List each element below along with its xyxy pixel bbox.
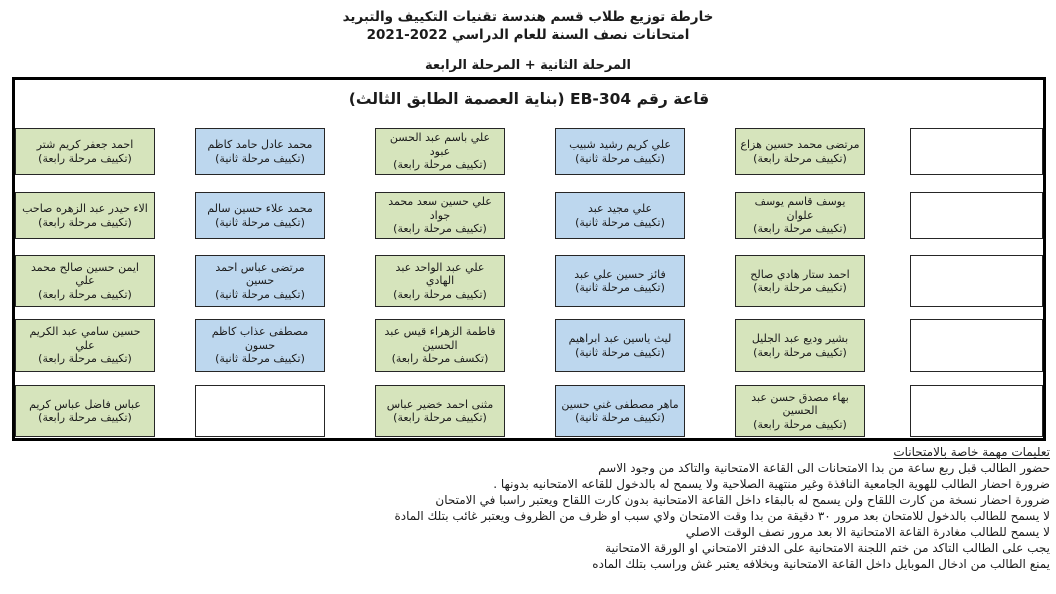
instruction-line: لا يسمح للطالب مغادرة القاعة الامتحانية الا بعد مرور نصف الوقت الاصلي [685,525,1050,539]
page-title: خارطة توزيع طلاب قسم هندسة تقنيات التكييف والتبريد [342,9,714,25]
student-name: علي حسين سعد محمد جواد [388,195,492,222]
instructions-section [6,444,1050,572]
student-stage: (تكييف مرحلة ثانية) [215,287,305,301]
instruction-line: يجب على الطالب التاكد من ختم اللجنة الامتحانية على الدفتر الامتحاني او الورقة الامتحانية [605,541,1050,555]
student-stage: (تكييف مرحلة ثانية) [575,215,665,229]
student-card [735,319,865,372]
student-name: مصطفى عذاب كاظم حسون [211,325,309,352]
student-stage: (تكييف مرحلة ثانية) [215,352,305,366]
student-name: عباس فاضل عباس كريم [29,397,141,411]
student-card [735,192,865,239]
instruction-line: ضرورة احضار نسخة من كارت اللقاح ولن يسمح له بالبقاء داخل القاعة الامتحانية بدون كارت اللقاح ويعتبر راسبا في الامتحان [435,493,1050,507]
student-stage: (تكييف مرحلة رابعة) [753,281,847,294]
student-name: احمد ستار هادي صالح [750,267,850,281]
stage-title: المرحلة الثانية + المرحلة الرابعة [425,58,631,73]
student-stage: (تكييف مرحلة رابعة) [393,287,487,301]
student-name: احمد جعفر كريم شتر [36,138,134,151]
student-card [375,319,505,372]
student-name: علي باسم عبد الحسن عبود [389,131,491,158]
empty-seat-box [910,319,1043,372]
student-card [555,255,685,307]
student-name: بشير وديع عبد الجليل [751,332,849,345]
student-card [15,128,155,175]
student-stage: (تكييف مرحلة ثانية) [215,215,305,229]
student-card [735,128,865,175]
student-stage: (تكييف مرحلة ثانية) [215,151,305,165]
student-stage: (تكييف مرحلة رابعة) [393,411,487,424]
student-stage: (تكييف مرحلة رابعة) [753,417,847,431]
student-name: مثنى احمد خضير عباس [386,397,494,411]
page-subtitle: امتحانات نصف السنة للعام الدراسي 2022-2021 [366,27,690,43]
hall-seating-box [12,77,1046,441]
student-card [15,319,155,372]
student-card [735,385,865,437]
student-stage: (تكييف مرحلة رابعة) [38,151,132,165]
student-card [375,255,505,307]
student-stage: (تكييف مرحلة رابعة) [753,345,847,359]
student-stage: (تكسف مرحلة رابعة) [391,352,489,366]
student-card [375,128,505,175]
instruction-line: حضور الطالب قبل ربع ساعة من بدا الامتحانات الى القاعة الامتحانية والتاكد من وجود الاسم [598,461,1050,475]
instruction-line: ضرورة احضار الطالب للهوية الجامعية النافذة وغير منتهية الصلاحية ولا يسمح له بالدخول للقاعه الامتحانيه بدونها . [493,477,1050,491]
student-stage: (تكييف مرحلة رابعة) [753,151,847,165]
student-name: محمد علاء حسين سالم [207,202,313,215]
student-card [555,319,685,372]
student-card [15,385,155,437]
student-card [555,192,685,239]
student-name: يوسف قاسم يوسف علوان [754,195,846,222]
student-name: بهاء مصدق حسن عبد الحسين [751,390,849,418]
document-header [0,8,1056,73]
student-stage: (تكييف مرحلة رابعة) [38,215,132,229]
student-card [195,255,325,307]
student-card [195,128,325,175]
student-name: فائز حسين علي عبد [574,267,666,281]
student-name: محمد عادل حامد كاظم [207,138,313,151]
student-stage: (تكييف مرحلة رابعة) [38,411,132,424]
student-card [555,128,685,175]
student-stage: (تكييف مرحلة رابعة) [393,158,487,172]
student-name: مرتضى عباس احمد حسين [215,260,305,288]
student-name: مرتضى محمد حسين هزاع [740,138,860,151]
student-stage: (تكييف مرحلة رابعة) [393,222,487,236]
student-name: فاطمة الزهراء قيس عبد الحسين [384,325,496,352]
student-card [15,255,155,307]
student-stage: (تكييف مرحلة ثانية) [575,281,665,294]
instructions-heading: تعليمات مهمة خاصة بالامتحانات [893,445,1050,459]
student-stage: (تكييف مرحلة ثانية) [575,411,665,424]
student-name: حسين سامي عبد الكريم علي [29,325,141,352]
empty-seat-box [910,128,1043,175]
student-name: ليث ياسين عبد ابراهيم [568,332,672,345]
empty-seat-box [910,255,1043,307]
student-stage: (تكييف مرحلة ثانية) [575,151,665,165]
student-name: علي مجيد عبد [587,202,653,215]
student-name: ماهر مصطفى غني حسين [561,397,679,411]
student-stage: (تكييف مرحلة ثانية) [575,345,665,359]
student-card [375,385,505,437]
student-card [15,192,155,239]
instruction-line: يمنع الطالب من ادخال الموبايل داخل القاعة الامتحانية وبخلافه يعتبر غش وراسب بتلك الماده [592,557,1050,571]
student-card [735,255,865,307]
student-stage: (تكييف مرحلة رابعة) [753,222,847,236]
student-name: علي عبد الواحد عبد الهادي [395,260,485,288]
student-name: ايمن حسين صالح محمد علي [31,260,139,288]
empty-seat-box [910,385,1043,437]
empty-seat-box [195,385,325,437]
hall-title: قاعة رقم EB-304 (بناية العصمة الطابق الثالث) [348,90,710,108]
student-card [195,319,325,372]
student-stage: (تكييف مرحلة رابعة) [38,287,132,301]
empty-seat-box [910,192,1043,239]
student-name: الاء حيدر عبد الزهره صاحب [22,202,148,215]
instruction-line: لا يسمح للطالب بالدخول للامتحان بعد مرور ٣٠ دقيقة من بدا وقت الامتحان ولاي سبب او ظرف من الظروف ويعتبر غائب بتلك المادة [394,509,1050,523]
student-card [195,192,325,239]
student-card [375,192,505,239]
student-name: علي كريم رشيد شبيب [569,138,671,151]
student-card [555,385,685,437]
student-stage: (تكييف مرحلة رابعة) [38,352,132,366]
